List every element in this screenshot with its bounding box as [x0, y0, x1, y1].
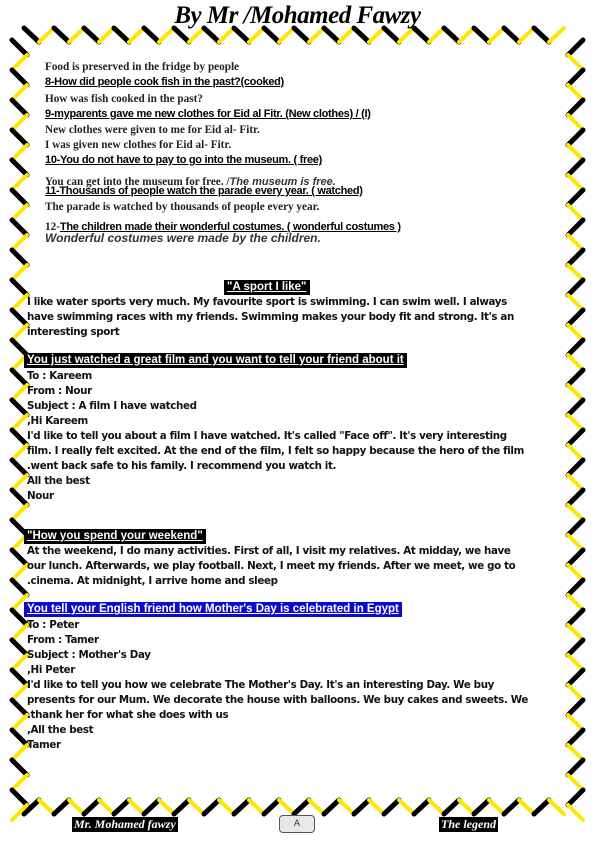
border-zigzag-segment	[12, 40, 27, 55]
border-zigzag-segment	[12, 580, 27, 595]
border-zigzag-segment	[12, 235, 27, 250]
border-zigzag-segment	[354, 800, 369, 814]
border-zigzag-segment	[294, 28, 309, 42]
page-title: By Mr /Mohamed Fawzy	[174, 2, 421, 29]
answer-11: The parade is watched by thousands of people every year.	[45, 201, 320, 213]
border-zigzag-segment	[568, 370, 583, 385]
border-zigzag-segment	[12, 55, 27, 70]
border-zigzag-segment	[309, 28, 324, 42]
border-zigzag-segment	[339, 800, 354, 814]
border-zigzag-segment	[279, 28, 294, 42]
border-zigzag-segment	[12, 70, 27, 85]
border-zigzag-segment	[189, 800, 204, 814]
mothers-day-signature: Tamer	[27, 739, 61, 751]
border-zigzag-segment	[309, 800, 324, 814]
border-zigzag-segment	[279, 800, 294, 814]
border-zigzag-segment	[12, 250, 27, 265]
border-zigzag-segment	[12, 370, 27, 385]
border-zigzag-segment	[489, 28, 504, 42]
film-body-line: .went back safe to his family. I recommend you watch it.	[27, 460, 337, 472]
border-zigzag-segment	[568, 340, 583, 355]
border-zigzag-segment	[568, 505, 583, 520]
mothers-day-subject: Subject : Mother's Day	[27, 649, 151, 661]
border-zigzag-segment	[84, 800, 99, 814]
border-zigzag-segment	[519, 800, 534, 814]
border-zigzag-segment	[12, 670, 27, 685]
border-zigzag-segment	[489, 800, 504, 814]
border-zigzag-segment	[174, 28, 189, 42]
question-12-number: 12-	[45, 221, 60, 233]
border-zigzag-segment	[12, 775, 27, 790]
question-11: 11-Thousands of people watch the parade every year. ( watched)	[45, 185, 363, 197]
border-zigzag-segment	[219, 28, 234, 42]
border-zigzag-segment	[369, 800, 384, 814]
footer-author: Mr. Mohamed fawzy	[74, 817, 176, 831]
border-zigzag-segment	[568, 130, 583, 145]
border-zigzag-segment	[12, 385, 27, 400]
border-zigzag-segment	[568, 640, 583, 655]
border-zigzag-segment	[12, 100, 27, 115]
border-zigzag-segment	[24, 28, 39, 42]
border-zigzag-segment	[568, 490, 583, 505]
border-zigzag-segment	[399, 28, 414, 42]
film-body-line: I'd like to tell you about a film I have watched. It's called "Face off". It's very interesting	[27, 430, 507, 442]
border-zigzag-segment	[444, 800, 459, 814]
border-zigzag-segment	[12, 190, 27, 205]
border-zigzag-segment	[568, 355, 583, 370]
border-zigzag-segment	[384, 800, 399, 814]
mothers-day-email	[27, 618, 528, 753]
border-zigzag-segment	[12, 265, 27, 280]
border-zigzag-segment	[568, 520, 583, 535]
film-subject: Subject : A film I have watched	[27, 400, 197, 412]
border-zigzag-segment	[568, 790, 583, 805]
border-zigzag-segment	[294, 800, 309, 814]
mothers-day-body-line: .thank her for what she does with us	[27, 709, 229, 721]
border-zigzag-segment	[12, 130, 27, 145]
mothers-day-title: You tell your English friend how Mother's Day is celebrated in Egypt	[24, 602, 402, 617]
border-zigzag-segment	[249, 28, 264, 42]
border-zigzag-segment	[568, 100, 583, 115]
mothers-day-from: From : Tamer	[27, 634, 99, 646]
border-zigzag-segment	[549, 800, 564, 814]
border-zigzag-segment	[12, 490, 27, 505]
border-zigzag-segment	[568, 430, 583, 445]
border-zigzag-segment	[12, 310, 27, 325]
border-zigzag-segment	[568, 715, 583, 730]
border-zigzag-segment	[54, 28, 69, 42]
border-zigzag-segment	[568, 310, 583, 325]
border-zigzag-segment	[369, 28, 384, 42]
border-zigzag-segment	[568, 145, 583, 160]
sport-line: I like water sports very much. My favourite sport is swimming. I can swim well. I always	[27, 296, 507, 308]
border-zigzag-segment	[12, 730, 27, 745]
border-zigzag-segment	[568, 115, 583, 130]
border-zigzag-segment	[568, 685, 583, 700]
border-zigzag-segment	[114, 28, 129, 42]
border-zigzag-segment	[339, 28, 354, 42]
border-zigzag-segment	[568, 580, 583, 595]
border-zigzag-segment	[12, 565, 27, 580]
border-zigzag-segment	[568, 415, 583, 430]
border-zigzag-segment	[12, 760, 27, 775]
border-zigzag-segment	[534, 800, 549, 814]
film-to: To : Kareem	[27, 370, 92, 382]
border-zigzag-segment	[12, 280, 27, 295]
border-zigzag-segment	[568, 280, 583, 295]
border-zigzag-segment	[12, 790, 27, 805]
border-zigzag-segment	[568, 565, 583, 580]
footer-legend: The legend	[441, 817, 496, 831]
border-zigzag-segment	[568, 385, 583, 400]
answer-10-part-1: You can get into the museum for free. /	[45, 176, 230, 188]
border-zigzag-segment	[12, 220, 27, 235]
film-email	[27, 369, 524, 504]
border-zigzag-segment	[444, 28, 459, 42]
border-zigzag-segment	[429, 28, 444, 42]
border-zigzag-segment	[69, 800, 84, 814]
film-title: You just watched a great film and you want to tell your friend about it	[24, 353, 407, 368]
border-zigzag-segment	[12, 400, 27, 415]
border-zigzag-segment	[474, 800, 489, 814]
answer-9-2: I was given new clothes for Eid al- Fitr.	[45, 139, 232, 151]
border-zigzag-segment	[568, 625, 583, 640]
border-zigzag-segment	[12, 550, 27, 565]
weekend-line: .cinema. At midnight, I arrive home and sleep	[27, 575, 278, 587]
border-zigzag-segment	[568, 250, 583, 265]
border-zigzag-segment	[39, 28, 54, 42]
border-zigzag-segment	[12, 475, 27, 490]
border-zigzag-segment	[54, 800, 69, 814]
border-zigzag-segment	[234, 28, 249, 42]
footer-page-tab: A	[279, 815, 315, 833]
border-zigzag-segment	[568, 160, 583, 175]
border-zigzag-segment	[12, 160, 27, 175]
border-zigzag-segment	[129, 800, 144, 814]
border-zigzag-segment	[84, 28, 99, 42]
border-zigzag-segment	[568, 700, 583, 715]
border-zigzag-segment	[459, 800, 474, 814]
border-zigzag-segment	[12, 625, 27, 640]
border-zigzag-segment	[568, 265, 583, 280]
border-zigzag-segment	[12, 445, 27, 460]
border-zigzag-segment	[12, 640, 27, 655]
weekend-title: "How you spend your weekend"	[24, 529, 206, 544]
border-zigzag-segment	[249, 800, 264, 814]
border-zigzag-segment	[99, 28, 114, 42]
border-zigzag-segment	[568, 550, 583, 565]
border-zigzag-segment	[12, 715, 27, 730]
border-zigzag-segment	[99, 800, 114, 814]
border-zigzag-segment	[144, 800, 159, 814]
question-8: 8-How did people cook fish in the past?(cooked)	[45, 76, 284, 88]
border-zigzag-segment	[519, 28, 534, 42]
border-zigzag-segment	[12, 325, 27, 340]
border-zigzag-segment	[568, 220, 583, 235]
border-zigzag-segment	[568, 55, 583, 70]
answer-9-1: New clothes were given to me for Eid al- Fitr.	[45, 124, 260, 136]
border-zigzag-segment	[568, 745, 583, 760]
border-zigzag-segment	[12, 700, 27, 715]
border-zigzag-segment	[504, 800, 519, 814]
border-zigzag-segment	[568, 445, 583, 460]
sport-line: interesting sport	[27, 326, 120, 338]
sport-paragraph	[27, 295, 514, 340]
film-signature: Nour	[27, 490, 54, 502]
border-zigzag-segment	[12, 295, 27, 310]
border-zigzag-segment	[204, 28, 219, 42]
border-zigzag-segment	[568, 235, 583, 250]
border-zigzag-segment	[204, 800, 219, 814]
border-zigzag-segment	[568, 85, 583, 100]
border-zigzag-segment	[324, 28, 339, 42]
border-zigzag-segment	[568, 610, 583, 625]
border-zigzag-segment	[414, 28, 429, 42]
question-9: 9-myparents gave me new clothes for Eid al Fitr. (New clothes) / (I)	[45, 108, 371, 120]
border-zigzag-segment	[12, 175, 27, 190]
border-zigzag-segment	[568, 190, 583, 205]
mothers-day-greeting: ,Hi Peter	[27, 664, 76, 676]
border-zigzag-segment	[12, 505, 27, 520]
border-zigzag-segment	[474, 28, 489, 42]
border-zigzag-segment	[568, 475, 583, 490]
border-zigzag-segment	[69, 28, 84, 42]
border-zigzag-segment	[129, 28, 144, 42]
border-zigzag-segment	[399, 800, 414, 814]
border-zigzag-segment	[568, 40, 583, 55]
border-zigzag-segment	[568, 325, 583, 340]
border-zigzag-segment	[12, 205, 27, 220]
border-zigzag-segment	[12, 745, 27, 760]
border-zigzag-segment	[12, 415, 27, 430]
mothers-day-body-line: I'd like to tell you how we celebrate The Mother's Day. It's an interesting Day. We buy	[27, 679, 495, 691]
border-zigzag-segment	[549, 28, 564, 42]
film-body-line: film. I really felt excited. At the end of the film, I felt so happy because the hero of the film	[27, 445, 524, 457]
border-zigzag-segment	[568, 205, 583, 220]
border-zigzag-segment	[568, 730, 583, 745]
border-zigzag-segment	[12, 460, 27, 475]
border-zigzag-segment	[568, 400, 583, 415]
mothers-day-to: To : Peter	[27, 619, 80, 631]
exercise-line-food: Food is preserved in the fridge by people	[45, 61, 240, 73]
border-zigzag-segment	[189, 28, 204, 42]
weekend-line: At the weekend, I do many activities. First of all, I visit my relatives. At midday, we have	[27, 545, 511, 557]
border-zigzag-segment	[264, 28, 279, 42]
border-zigzag-segment	[12, 145, 27, 160]
border-zigzag-segment	[568, 595, 583, 610]
border-zigzag-segment	[459, 28, 474, 42]
border-zigzag-segment	[219, 800, 234, 814]
answer-8: How was fish cooked in the past?	[45, 93, 203, 105]
border-zigzag-segment	[568, 760, 583, 775]
border-zigzag-segment	[114, 800, 129, 814]
question-10: 10-You do not have to pay to go into the museum. ( free)	[45, 154, 322, 166]
answer-12: Wonderful costumes were made by the children.	[45, 231, 321, 245]
film-greeting: ,Hi Kareem	[27, 415, 88, 427]
border-zigzag-segment	[12, 655, 27, 670]
border-zigzag-segment	[12, 115, 27, 130]
border-zigzag-segment	[159, 800, 174, 814]
border-zigzag-segment	[144, 28, 159, 42]
border-zigzag-segment	[568, 670, 583, 685]
border-zigzag-segment	[264, 800, 279, 814]
border-zigzag-segment	[429, 800, 444, 814]
border-zigzag-segment	[568, 70, 583, 85]
border-zigzag-segment	[39, 800, 54, 814]
border-zigzag-segment	[174, 800, 189, 814]
border-zigzag-segment	[384, 28, 399, 42]
border-zigzag-segment	[12, 685, 27, 700]
border-zigzag-segment	[568, 655, 583, 670]
border-zigzag-segment	[12, 85, 27, 100]
film-signoff: All the best	[27, 475, 90, 487]
border-zigzag-segment	[568, 295, 583, 310]
answer-10-part-2: The museum is free.	[229, 176, 336, 188]
sport-line: have swimming races with my friends. Swimming makes your body fit and strong. It's an	[27, 311, 515, 323]
film-from: From : Nour	[27, 385, 92, 397]
border-zigzag-segment	[504, 28, 519, 42]
border-zigzag-segment	[568, 460, 583, 475]
weekend-paragraph	[27, 544, 515, 589]
sport-title: "A sport I like"	[224, 280, 310, 295]
border-zigzag-segment	[414, 800, 429, 814]
mothers-day-signoff: ,All the best	[27, 724, 94, 736]
border-zigzag-segment	[234, 800, 249, 814]
border-zigzag-segment	[568, 175, 583, 190]
border-zigzag-segment	[354, 28, 369, 42]
border-zigzag-segment	[324, 800, 339, 814]
border-zigzag-segment	[568, 805, 583, 820]
question-12-text: The children made their wonderful costumes. ( wonderful costumes )	[59, 221, 401, 233]
border-zigzag-segment	[12, 430, 27, 445]
border-zigzag-segment	[159, 28, 174, 42]
mothers-day-body-line: presents for our Mum. We decorate the house with balloons. We buy cakes and sweets. We	[27, 694, 528, 706]
border-zigzag-segment	[568, 535, 583, 550]
border-zigzag-segment	[534, 28, 549, 42]
weekend-line: our lunch. Afterwards, we play football. Next, I meet my friends. After we meet, we go to	[27, 560, 516, 572]
border-zigzag-segment	[568, 775, 583, 790]
